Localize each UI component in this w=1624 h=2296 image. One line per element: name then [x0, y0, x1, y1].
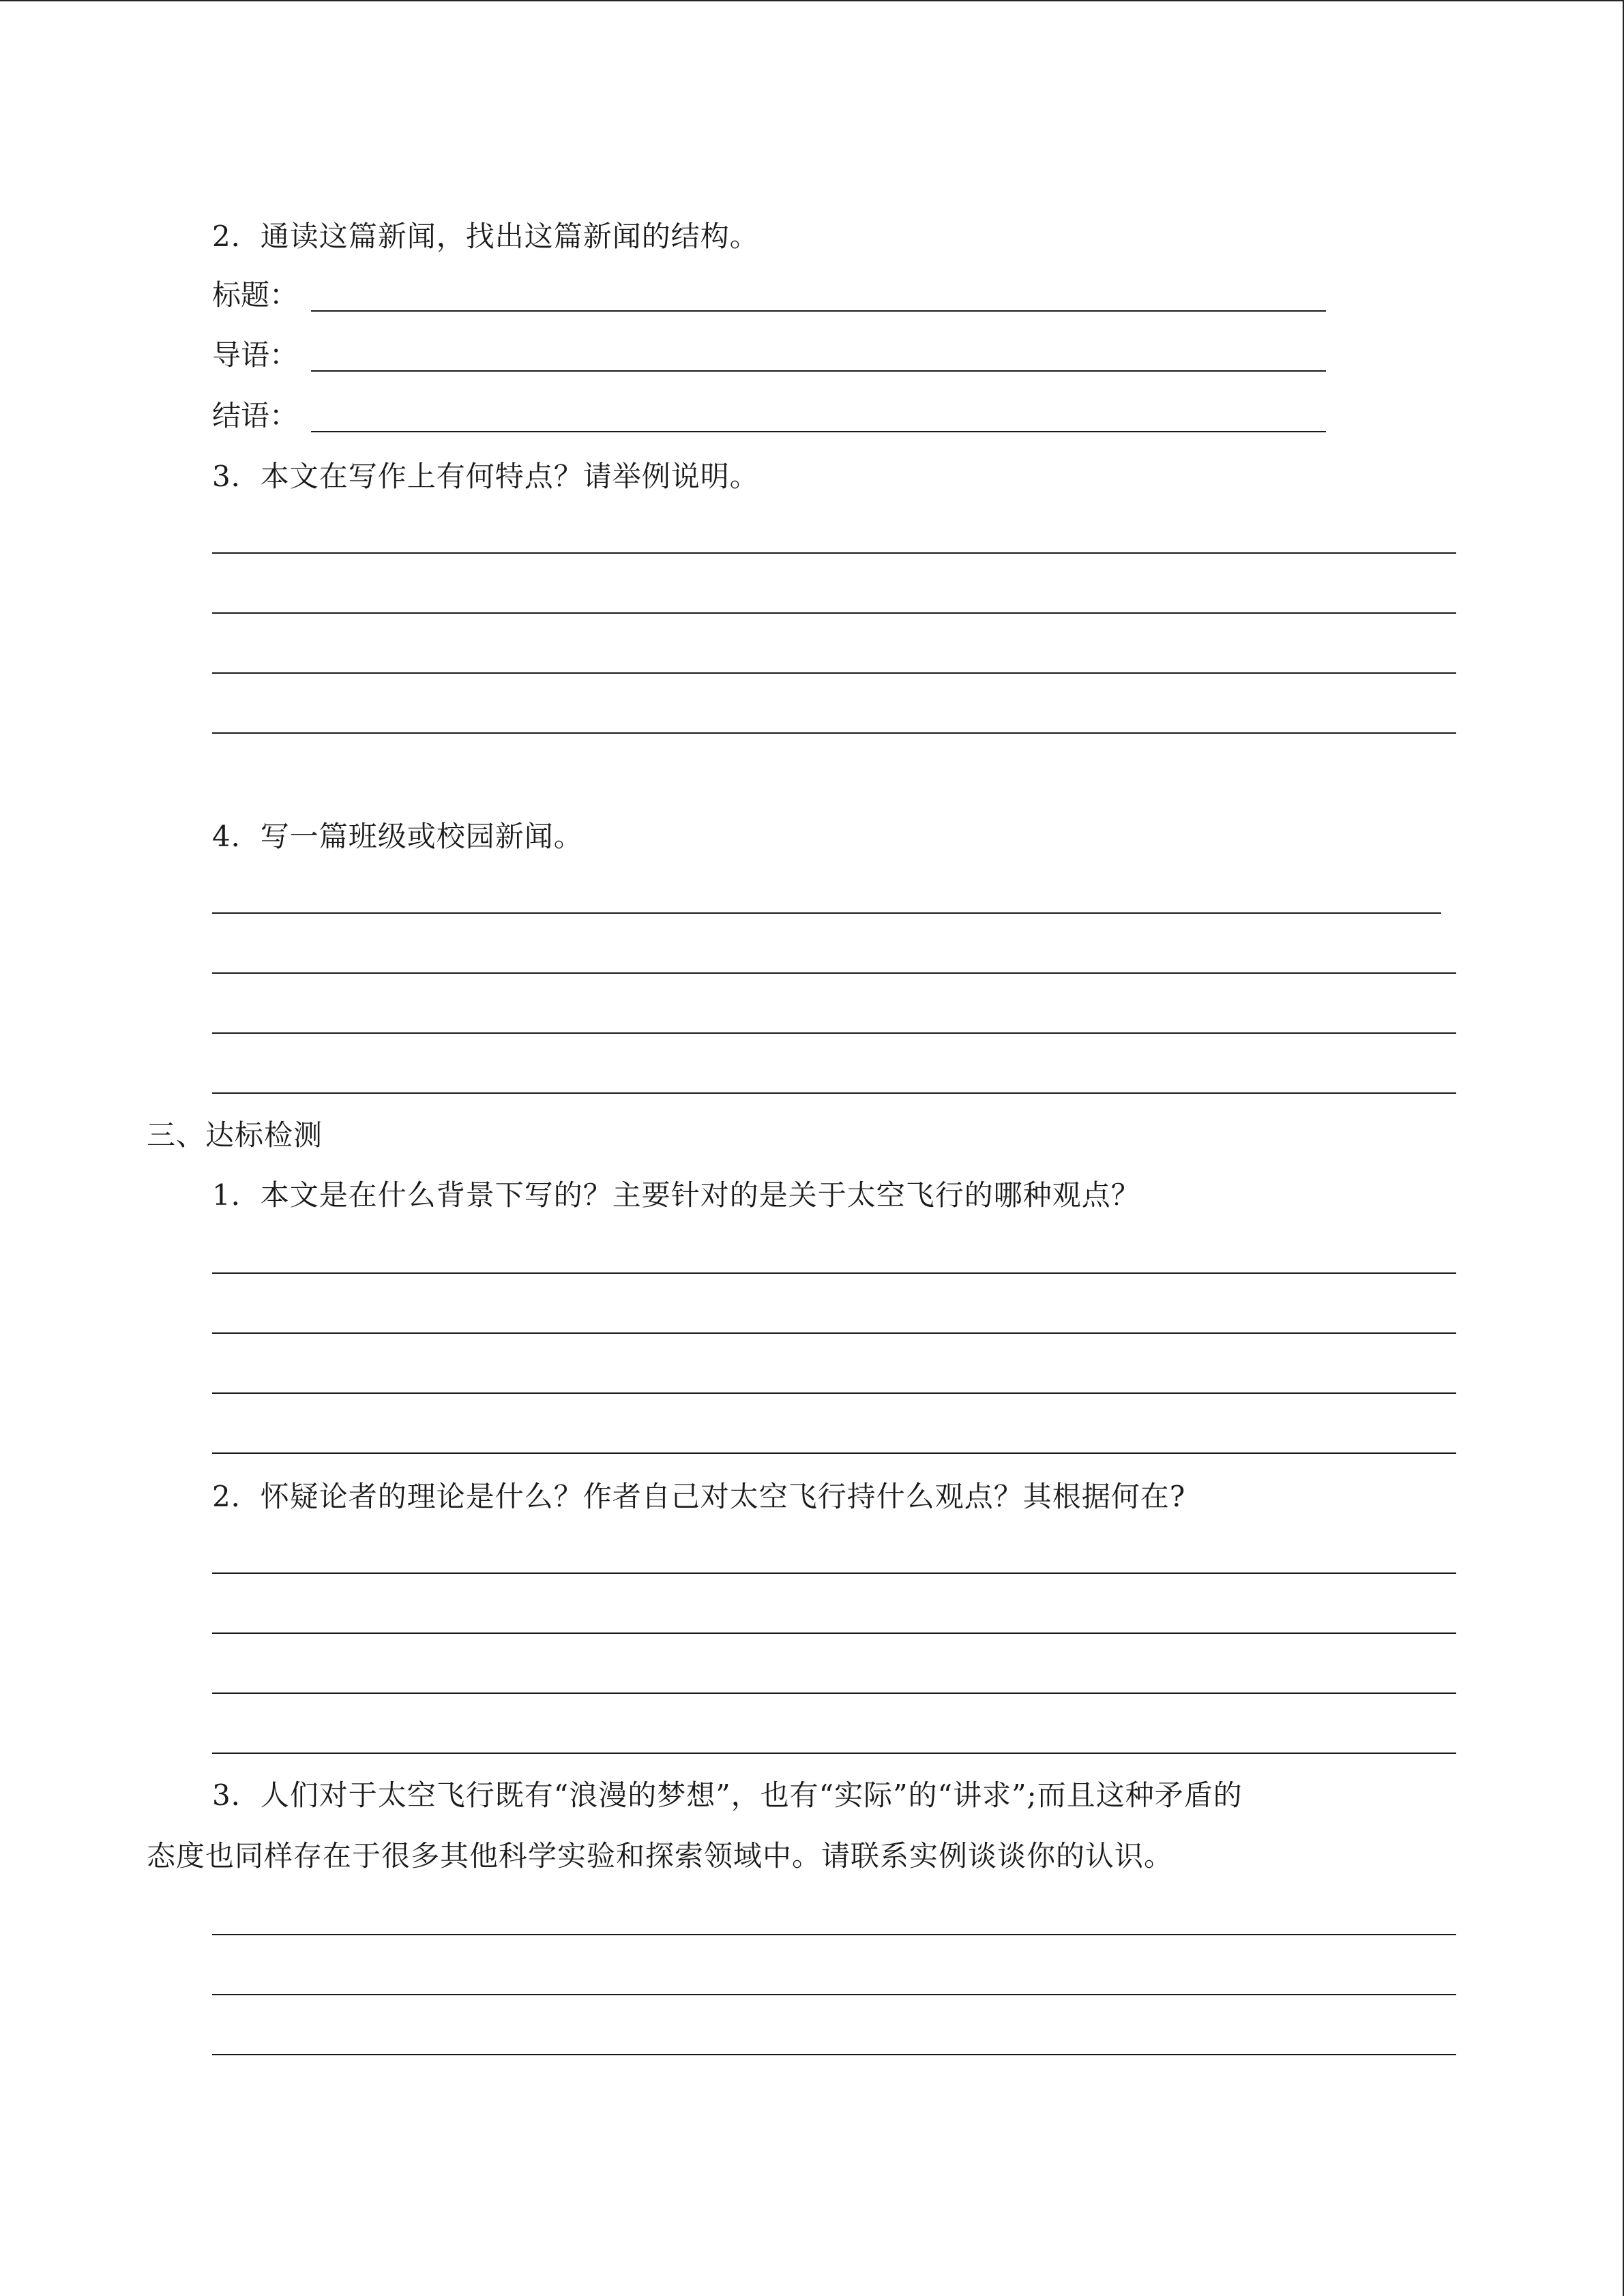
- answer-line[interactable]: [212, 1572, 1456, 1574]
- question-4-write-news: 4．写一篇班级或校园新闻。: [212, 820, 583, 853]
- section-heading-assessment: 三、达标检测: [147, 1118, 323, 1152]
- assessment-question-3-line-2: 态度也同样存在于很多其他科学实验和探索领域中。请联系实例谈谈你的认识。: [147, 1839, 1174, 1873]
- assessment-question-3-line-1: 3．人们对于太空飞行既有“浪漫的梦想”，也有“实际”的“讲求”;而且这种矛盾的: [212, 1778, 1243, 1812]
- answer-line[interactable]: [212, 1693, 1456, 1694]
- answer-line[interactable]: [212, 672, 1456, 674]
- answer-line[interactable]: [212, 1272, 1456, 1274]
- question-3-writing-features: 3．本文在写作上有何特点？请举例说明。: [212, 460, 759, 493]
- answer-line[interactable]: [212, 1452, 1456, 1454]
- answer-line[interactable]: [212, 1994, 1456, 1995]
- answer-line[interactable]: [212, 552, 1456, 554]
- answer-line-title[interactable]: [311, 310, 1326, 312]
- answer-line-lead[interactable]: [311, 370, 1326, 372]
- answer-line[interactable]: [212, 912, 1441, 914]
- answer-line[interactable]: [212, 732, 1456, 734]
- answer-line[interactable]: [212, 972, 1456, 974]
- field-label-conclusion: 结语：: [212, 399, 299, 432]
- field-label-lead: 导语：: [212, 338, 299, 372]
- answer-line[interactable]: [212, 1032, 1456, 1034]
- answer-line[interactable]: [212, 612, 1456, 614]
- answer-line[interactable]: [212, 1632, 1456, 1634]
- field-label-title: 标题：: [212, 278, 299, 312]
- question-2-structure: 2．通读这篇新闻，找出这篇新闻的结构。: [212, 220, 759, 253]
- assessment-question-1: 1．本文是在什么背景下写的？主要针对的是关于太空飞行的哪种观点？: [212, 1178, 1140, 1212]
- answer-line[interactable]: [212, 1092, 1456, 1094]
- answer-line[interactable]: [212, 1753, 1456, 1754]
- answer-line[interactable]: [212, 1934, 1456, 1935]
- answer-line-conclusion[interactable]: [311, 431, 1326, 432]
- answer-line[interactable]: [212, 1332, 1456, 1334]
- answer-line[interactable]: [212, 2054, 1456, 2055]
- assessment-question-2: 2．怀疑论者的理论是什么？作者自己对太空飞行持什么观点？其根据何在?: [212, 1480, 1186, 1513]
- answer-line[interactable]: [212, 1392, 1456, 1394]
